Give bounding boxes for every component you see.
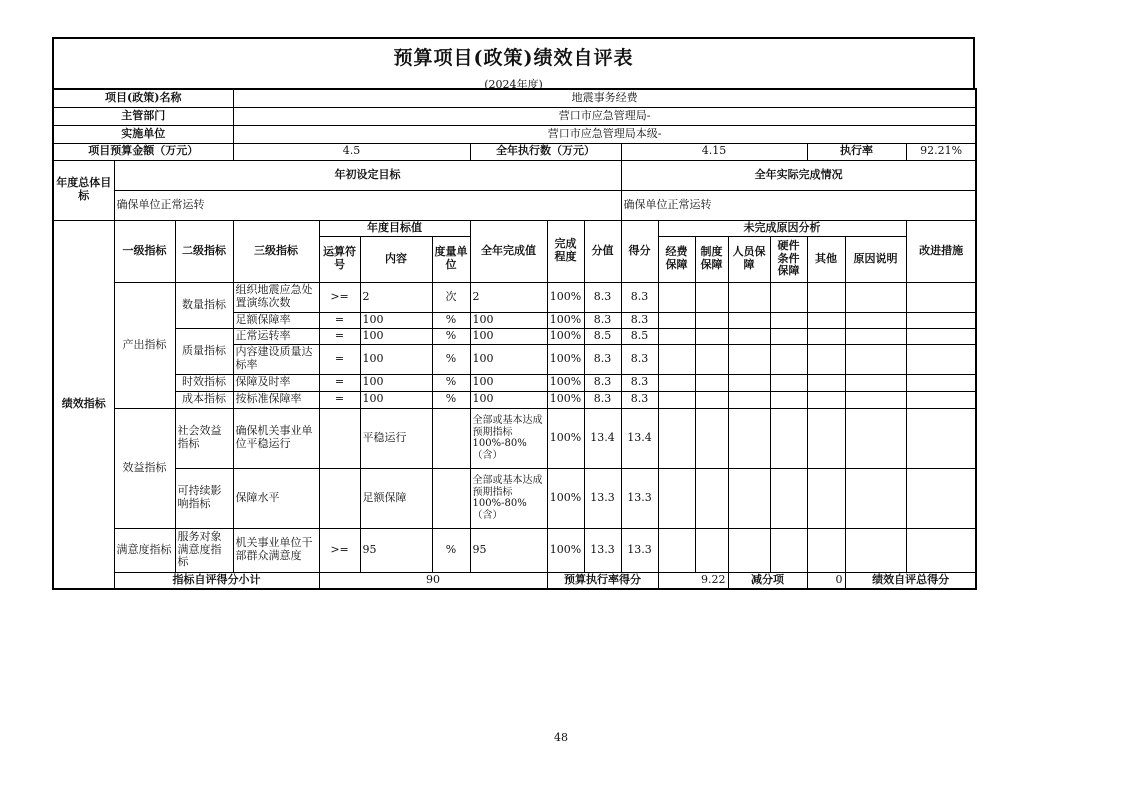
- row-score: 13.3: [621, 528, 658, 572]
- other-header: 其他: [807, 236, 845, 282]
- row-operator: >=: [319, 282, 360, 312]
- dept-label: 主管部门: [53, 107, 233, 125]
- row-l3: 内容建设质量达标率: [233, 344, 319, 374]
- row-operator: =: [319, 391, 360, 408]
- row-l3: 确保机关事业单位平稳运行: [233, 408, 319, 468]
- row-score: 8.3: [621, 312, 658, 328]
- deduct-value: 0: [807, 572, 845, 589]
- summary-row: [53, 572, 976, 589]
- annual-target-header: 年度目标值: [319, 220, 470, 236]
- row-unit: %: [432, 344, 470, 374]
- planned-goal: 确保单位正常运转: [114, 190, 621, 220]
- page-number: 48: [554, 731, 568, 744]
- row-complete: 100: [470, 391, 547, 408]
- row-degree: 100%: [547, 528, 584, 572]
- row-score: 8.5: [621, 328, 658, 344]
- row-l3: 正常运转率: [233, 328, 319, 344]
- budget-value: 4.5: [233, 143, 470, 160]
- row-l3: 机关事业单位干部群众满意度: [233, 528, 319, 572]
- row-complete: 100: [470, 312, 547, 328]
- row-l3: 保障水平: [233, 468, 319, 528]
- exec-label: 全年执行数（万元）: [470, 143, 621, 160]
- row-degree: 100%: [547, 282, 584, 312]
- rate-value: 92.21%: [906, 143, 976, 160]
- goal-content-row: [53, 190, 976, 220]
- timeliness-indicator: 时效指标: [175, 374, 233, 391]
- row-score: 8.3: [621, 344, 658, 374]
- reason-header: 原因说明: [845, 236, 906, 282]
- unit-value: 营口市应急管理局本级-: [233, 125, 976, 143]
- actual-goal-header: 全年实际完成情况: [621, 160, 976, 190]
- row-value: 8.5: [584, 328, 621, 344]
- level2-header: 二级指标: [175, 220, 233, 282]
- row-operator: =: [319, 328, 360, 344]
- row-value: 8.3: [584, 344, 621, 374]
- row-l3: 按标准保障率: [233, 391, 319, 408]
- row-l3: 足额保障率: [233, 312, 319, 328]
- exec-score-label: 预算执行率得分: [547, 572, 658, 589]
- dept-value: 营口市应急管理局-: [233, 107, 976, 125]
- row-operator: [319, 468, 360, 528]
- row-complete: 95: [470, 528, 547, 572]
- row-score: 8.3: [621, 282, 658, 312]
- budget-label: 项目预算金额（万元）: [53, 143, 233, 160]
- row-degree: 100%: [547, 408, 584, 468]
- row-value: 8.3: [584, 312, 621, 328]
- row-content: 100: [360, 312, 432, 328]
- row-score: 8.3: [621, 391, 658, 408]
- row-complete: 全部或基本达成预期指标100%-80%（含）: [470, 468, 547, 528]
- goal-header-row: [53, 160, 976, 190]
- row-score: 13.3: [621, 468, 658, 528]
- row-degree: 100%: [547, 468, 584, 528]
- system-header: 制度保障: [695, 236, 728, 282]
- reason-group-header: 未完成原因分析: [658, 220, 906, 236]
- row-value: 13.3: [584, 528, 621, 572]
- row-value: 8.3: [584, 282, 621, 312]
- row-score: 13.4: [621, 408, 658, 468]
- deduct-label: 减分项: [728, 572, 807, 589]
- row-value: 8.3: [584, 391, 621, 408]
- row-content: 100: [360, 328, 432, 344]
- score-value-header: 分值: [584, 220, 621, 282]
- satisfaction-indicator: 满意度指标: [114, 528, 175, 572]
- row-unit: 次: [432, 282, 470, 312]
- row-value: 8.3: [584, 374, 621, 391]
- row-operator: =: [319, 374, 360, 391]
- total-score-label: 绩效自评总得分: [845, 572, 976, 589]
- perf-indicator-label: 绩效指标: [53, 220, 114, 589]
- row-value: 13.4: [584, 408, 621, 468]
- measure-header: 度量单位: [432, 236, 470, 282]
- degree-header: 完成程度: [547, 220, 584, 282]
- indicator-header-row-1: [53, 220, 976, 236]
- exec-value: 4.15: [621, 143, 807, 160]
- row-operator: [319, 408, 360, 468]
- project-name: 地震事务经费: [233, 89, 976, 107]
- service-satisfaction-indicator: 服务对象满意度指标: [175, 528, 233, 572]
- row-complete: 100: [470, 344, 547, 374]
- row-value: 13.3: [584, 468, 621, 528]
- table-title-box: [52, 37, 975, 91]
- report-year: (2024年度): [484, 78, 543, 91]
- annual-goal-label: 年度总体目标: [53, 160, 114, 220]
- row-degree: 100%: [547, 374, 584, 391]
- row-l3: 组织地震应急处置演练次数: [233, 282, 319, 312]
- complete-value-header: 全年完成值: [470, 220, 547, 282]
- hardware-header: 硬件条件保障: [770, 236, 807, 282]
- performance-table: [52, 88, 977, 590]
- row-operator: >=: [319, 528, 360, 572]
- table-row: [53, 408, 976, 468]
- row-content: 100: [360, 391, 432, 408]
- subtotal-label: 指标自评得分小计: [114, 572, 319, 589]
- actual-goal: 确保单位正常运转: [621, 190, 976, 220]
- output-indicator: 产出指标: [114, 282, 175, 408]
- row-degree: 100%: [547, 391, 584, 408]
- improve-header: 改进措施: [906, 220, 976, 282]
- level1-header: 一级指标: [114, 220, 175, 282]
- info-row-budget: [53, 143, 976, 160]
- rate-label: 执行率: [807, 143, 906, 160]
- row-content: 足额保障: [360, 468, 432, 528]
- row-unit: [432, 468, 470, 528]
- page-title: 预算项目(政策)绩效自评表: [393, 47, 634, 69]
- row-content: 100: [360, 344, 432, 374]
- row-unit: [432, 408, 470, 468]
- row-content: 100: [360, 374, 432, 391]
- exec-score-value: 9.22: [658, 572, 728, 589]
- content-header: 内容: [360, 236, 432, 282]
- row-complete: 2: [470, 282, 547, 312]
- funding-header: 经费保障: [658, 236, 695, 282]
- row-unit: %: [432, 391, 470, 408]
- row-content: 95: [360, 528, 432, 572]
- row-unit: %: [432, 528, 470, 572]
- score-header: 得分: [621, 220, 658, 282]
- table-row: [53, 328, 976, 344]
- level3-header: 三级指标: [233, 220, 319, 282]
- planned-goal-header: 年初设定目标: [114, 160, 621, 190]
- table-row: [53, 391, 976, 408]
- table-row: [53, 468, 976, 528]
- social-benefit-indicator: 社会效益指标: [175, 408, 233, 468]
- sustain-indicator: 可持续影响指标: [175, 468, 233, 528]
- row-complete: 100: [470, 374, 547, 391]
- table-row: [53, 528, 976, 572]
- cost-indicator: 成本指标: [175, 391, 233, 408]
- info-row-dept: [53, 107, 976, 125]
- row-operator: =: [319, 312, 360, 328]
- project-name-label: 项目(政策)名称: [53, 89, 233, 107]
- row-unit: %: [432, 328, 470, 344]
- row-complete: 全部或基本达成预期指标100%-80%（含）: [470, 408, 547, 468]
- row-score: 8.3: [621, 374, 658, 391]
- unit-label: 实施单位: [53, 125, 233, 143]
- row-degree: 100%: [547, 312, 584, 328]
- quantity-indicator: 数量指标: [175, 282, 233, 328]
- row-unit: %: [432, 312, 470, 328]
- row-unit: %: [432, 374, 470, 391]
- row-complete: 100: [470, 328, 547, 344]
- row-degree: 100%: [547, 344, 584, 374]
- table-row: [53, 374, 976, 391]
- staff-header: 人员保障: [728, 236, 770, 282]
- table-row: [53, 282, 976, 312]
- benefit-indicator: 效益指标: [114, 408, 175, 528]
- operator-header: 运算符号: [319, 236, 360, 282]
- row-content: 平稳运行: [360, 408, 432, 468]
- row-l3: 保障及时率: [233, 374, 319, 391]
- subtotal-value: 90: [319, 572, 547, 589]
- info-row-unit: [53, 125, 976, 143]
- row-degree: 100%: [547, 328, 584, 344]
- row-operator: =: [319, 344, 360, 374]
- info-row-name: [53, 89, 976, 107]
- quality-indicator: 质量指标: [175, 328, 233, 374]
- row-content: 2: [360, 282, 432, 312]
